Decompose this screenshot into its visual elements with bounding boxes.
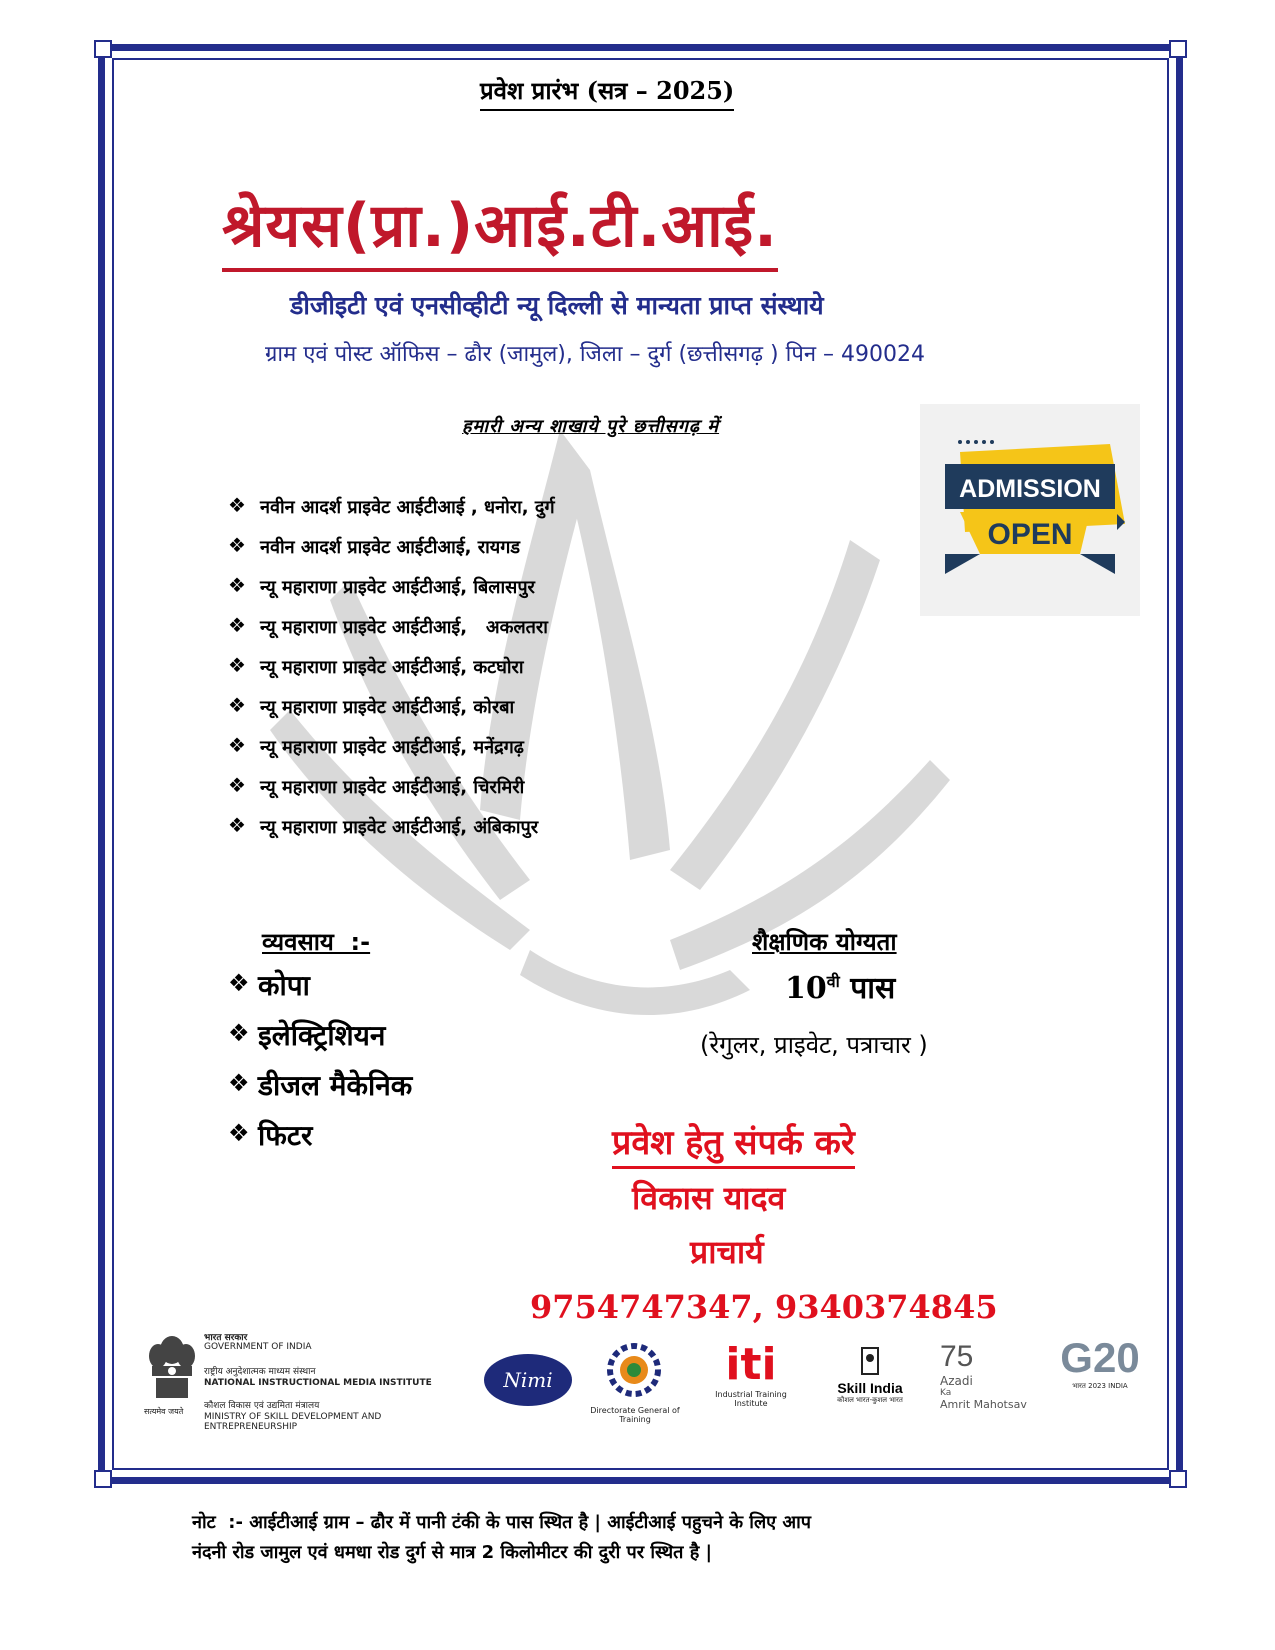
list-item: ❖ न्यू महाराणा प्राइवेट आईटीआई, मनेंद्रगढ़ [228, 733, 524, 758]
trade-item: ❖ कोपा [228, 966, 310, 1004]
diamond-bullet-icon: ❖ [228, 813, 246, 837]
badge-graphic [920, 404, 1140, 616]
list-item: ❖ न्यू महाराणा प्राइवेट आईटीआई, बिलासपुर [228, 573, 535, 598]
diamond-bullet-icon: ❖ [228, 733, 246, 757]
border-corner [1169, 1470, 1187, 1488]
list-item: ❖ नवीन आदर्श प्राइवेट आईटीआई , धनोरा, दुर्ग [228, 493, 555, 518]
list-item: ❖ न्यू महाराणा प्राइवेट आईटीआई, कोरबा [228, 693, 515, 718]
recognition-line: डीजीइटी एवं एनसीव्हीटी न्यू दिल्ली से मान्यता प्राप्त संस्थाये [290, 291, 824, 320]
g20-logo: G20 भारत 2023 INDIA [1060, 1334, 1140, 1390]
branches-heading: हमारी अन्य शाखाये पुरे छत्तीसगढ़ में [462, 416, 720, 437]
diamond-bullet-icon: ❖ [228, 533, 246, 557]
nimi-logo: Nimi [484, 1354, 572, 1406]
footer-note: नोट :- आईटीआई ग्राम – ढौर में पानी टंकी के पास स्थित है | आईटीआई पहुचने के लिए आप नंदनी रोड जामुल एवं धमधा रोड दुर्ग से मात्र 2 किलोमीटर की दुरी पर स्थित है | [192, 1512, 811, 1563]
diamond-bullet-icon: ❖ [228, 493, 246, 517]
border-corner [1169, 40, 1187, 58]
qualification-detail: (रेगुलर, प्राइवेट, पत्राचार ) [700, 1031, 928, 1059]
azadi-logo: 75 Azadi Ka Amrit Mahotsav [940, 1340, 1027, 1411]
contact-role: प्राचार्य [690, 1233, 764, 1271]
contact-heading: प्रवेश हेतु संपर्क करे [612, 1118, 855, 1169]
border-corner [94, 1470, 112, 1488]
skill-india-emblem-icon [859, 1346, 881, 1376]
trades-heading: व्यवसाय :- [262, 928, 371, 956]
diamond-bullet-icon: ❖ [228, 1069, 250, 1097]
skill-india-logo: Skill India कौशल भारत-कुशल भारत [830, 1346, 910, 1426]
admission-open-badge [920, 404, 1140, 616]
diamond-bullet-icon: ❖ [228, 1119, 250, 1147]
contact-phones[interactable]: 9754747347, 9340374845 [530, 1288, 998, 1326]
dgt-logo: Directorate General of Training [590, 1340, 680, 1440]
qualification-heading: शैक्षणिक योग्यता [752, 928, 897, 956]
diamond-bullet-icon: ❖ [228, 773, 246, 797]
qualification-value: $10^{वी}$ पास [785, 971, 896, 1006]
diamond-bullet-icon: ❖ [228, 1019, 250, 1047]
list-item: ❖ न्यू महाराणा प्राइवेट आईटीआई, अकलतरा [228, 613, 548, 638]
diamond-bullet-icon: ❖ [228, 573, 246, 597]
diamond-bullet-icon: ❖ [228, 969, 250, 997]
trade-item: ❖ इलेक्ट्रिशियन [228, 1016, 385, 1054]
govt-logo-block: सत्यमेव जयते भारत सरकार GOVERNMENT OF INDIA राष्ट्रीय अनुदेशात्मक माध्यम संस्थान NATIONAL INSTRUCTIONAL MEDIA INSTITUTE कौशल विकास एवं उद्यमिता मंत्रालय MINISTRY OF SKILL DEVELOPMENT AND ENTREPRENEURSHIP [144, 1330, 444, 1450]
address-line: ग्राम एवं पोस्ट ऑफिस – ढौर (जामुल), जिला – दुर्ग (छत्तीसगढ़ ) पिन – 490024 [265, 342, 926, 367]
list-item: ❖ नवीन आदर्श प्राइवेट आईटीआई, रायगड [228, 533, 520, 558]
border-corner [94, 40, 112, 58]
badge-line1: ADMISSION [959, 475, 1101, 503]
diamond-bullet-icon: ❖ [228, 613, 246, 637]
badge-line2: OPEN [987, 518, 1073, 551]
list-item: ❖ न्यू महाराणा प्राइवेट आईटीआई, कटघोरा [228, 653, 524, 678]
diamond-bullet-icon: ❖ [228, 693, 246, 717]
list-item: ❖ न्यू महाराणा प्राइवेट आईटीआई, अंबिकापुर [228, 813, 539, 838]
trade-item: ❖ डीजल मैकेनिक [228, 1066, 412, 1104]
institute-title: श्रेयस(प्रा.)आई.टी.आई. [222, 182, 778, 272]
contact-name: विकास यादव [632, 1179, 786, 1217]
trade-item: ❖ फिटर [228, 1116, 312, 1154]
diamond-bullet-icon: ❖ [228, 653, 246, 677]
list-item: ❖ न्यू महाराणा प्राइवेट आईटीआई, चिरमिरी [228, 773, 525, 798]
branch-list [228, 495, 555, 855]
session-banner: प्रवेश प्रारंभ (सत्र – 2025) [480, 74, 734, 111]
gear-icon [604, 1340, 664, 1400]
iti-logo: iti Industrial Training Institute [715, 1339, 787, 1408]
